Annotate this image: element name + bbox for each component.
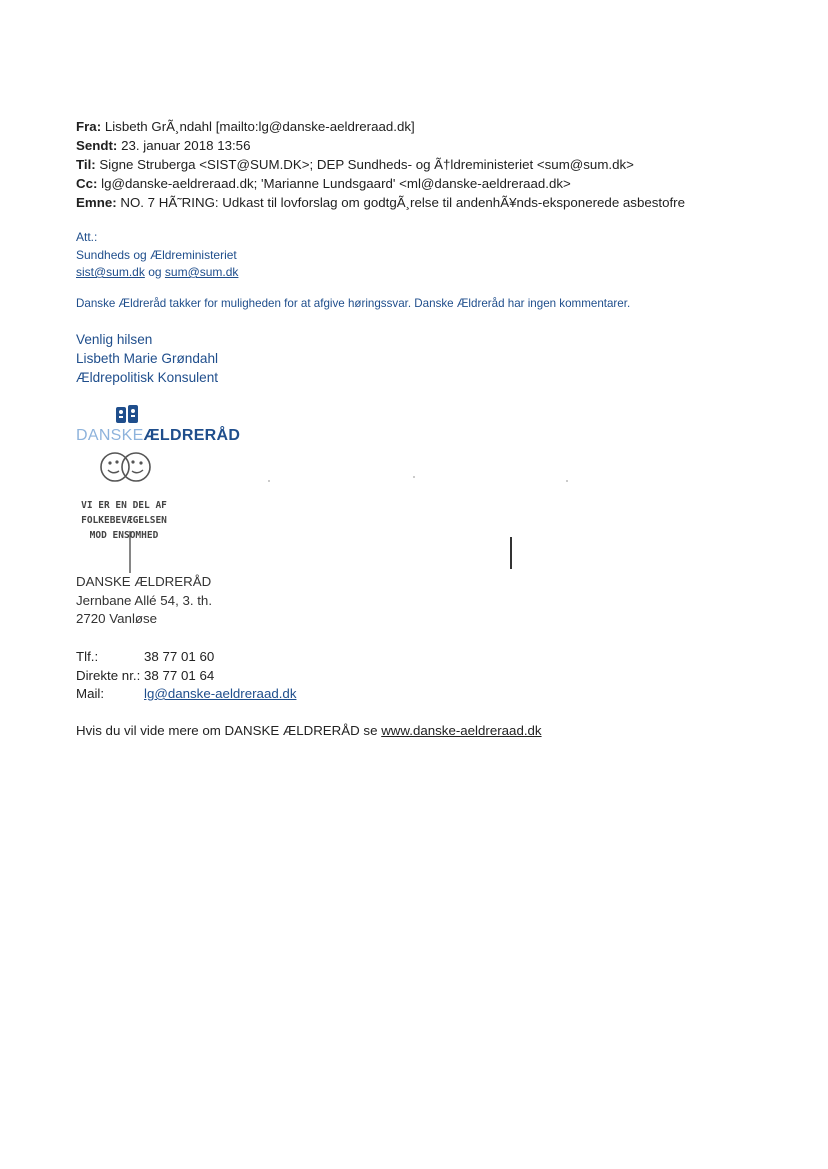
footer-more-info: [76, 723, 542, 738]
direct-value: 38 77 01 64: [144, 667, 215, 683]
attention-emails: [76, 264, 238, 282]
logo-people-icon: [114, 403, 142, 425]
from-row: [76, 117, 685, 136]
org-street: Jernbane Allé 54, 3. th.: [76, 592, 213, 608]
sent-row: [76, 136, 685, 155]
logo-wordmark: [76, 427, 240, 445]
signature-block: [76, 331, 218, 387]
organization-address: [76, 573, 212, 629]
mail-row: [76, 685, 296, 704]
phone-value: 38 77 01 60: [144, 649, 215, 664]
stamp-line-2: FOLKEBEVÆGELSEN: [81, 515, 167, 526]
organization-logo: [76, 403, 241, 573]
cc-value: lg@danske-aeldreraad.dk; 'Marianne Lundsgaard' <ml@danske-aeldreraad.dk>: [101, 176, 571, 191]
from-label: Fra:: [76, 119, 102, 134]
mail-label: Mail:: [76, 686, 105, 701]
stamp-line-1: VI ER EN DEL AF: [81, 500, 167, 511]
attention-ministry: Sundheds og Ældreministeriet: [76, 247, 237, 262]
direct-row: [76, 667, 296, 686]
subject-label: Emne:: [76, 195, 117, 210]
attention-og: og: [148, 265, 162, 279]
subject-value: NO. 7 HÃ˜RING: Udkast til lovforslag om godtgÃ¸relse til andenhÃ¥nds-eksponerede asbestofre: [120, 195, 685, 210]
subject-row: [76, 193, 685, 212]
scan-speck: [566, 480, 568, 482]
footer-text: Hvis du vil vide mere om DANSKE ÆLDRERÅD se: [76, 723, 378, 738]
smiley-faces-stamp-icon: [70, 449, 210, 574]
mail-link[interactable]: lg@danske-aeldreraad.dk: [144, 686, 297, 701]
org-name: DANSKE ÆLDRERÅD: [76, 574, 212, 589]
logo-word-aeldreraad: ÆLDRERÅD: [143, 427, 241, 444]
direct-label: Direkte nr.:: [76, 667, 141, 683]
signature-title: Ældrepolitisk Konsulent: [76, 369, 219, 385]
attention-block: [76, 229, 238, 282]
cc-label: Cc:: [76, 176, 98, 191]
body-thanks: Danske Ældreråd takker for muligheden for at afgive høringssvar. Danske Ældreråd har ingen kommentarer.: [76, 297, 631, 310]
org-city: 2720 Vanløse: [76, 611, 158, 626]
sent-value: 23. januar 2018 13:56: [121, 138, 251, 153]
signature-greeting: Venlig hilsen: [76, 332, 153, 347]
email-link-sist[interactable]: sist@sum.dk: [76, 265, 145, 279]
stamp-line-3: MOD ENSOMHED: [89, 530, 159, 541]
scan-speck: [268, 480, 270, 482]
phone-row: [76, 648, 296, 667]
logo-word-danske: DANSKE: [76, 427, 144, 444]
cc-row: [76, 174, 685, 193]
to-value: Signe Struberga <SIST@SUM.DK>; DEP Sundheds- og Ã†ldreministeriet <sum@sum.dk>: [99, 157, 634, 172]
to-row: [76, 155, 685, 174]
phone-label: Tlf.:: [76, 649, 99, 664]
contact-block: [76, 648, 296, 704]
email-link-sum[interactable]: sum@sum.dk: [164, 265, 239, 279]
sent-label: Sendt:: [76, 138, 118, 153]
email-header: [76, 117, 685, 212]
website-link[interactable]: www.danske-aeldreraad.dk: [381, 723, 542, 738]
scan-speck: [413, 476, 415, 478]
from-value: Lisbeth GrÃ¸ndahl [mailto:lg@danske-aeldreraad.dk]: [104, 119, 415, 134]
scan-mark-line: [510, 537, 512, 569]
attention-label: Att.:: [76, 230, 98, 244]
to-label: Til:: [76, 157, 96, 172]
signature-name: Lisbeth Marie Grøndahl: [76, 350, 219, 366]
